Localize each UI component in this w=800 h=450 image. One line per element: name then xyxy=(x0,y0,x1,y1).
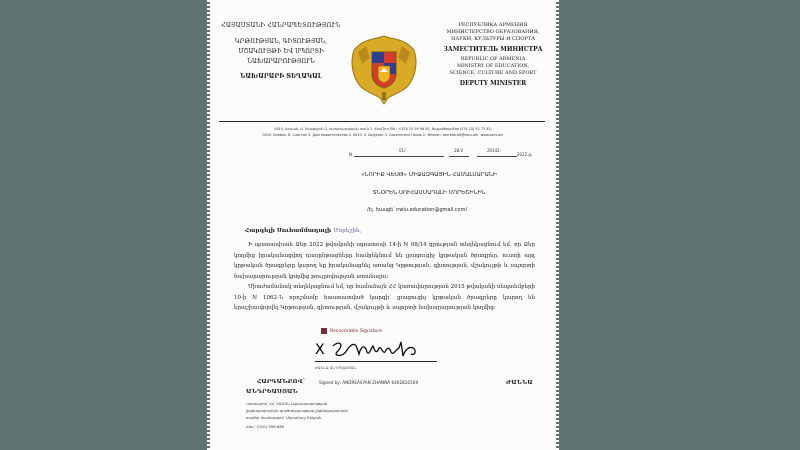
signature-x-mark: X xyxy=(315,342,325,358)
ministry-name xyxy=(215,37,347,67)
ref-prefix: N xyxy=(349,152,352,157)
recipient-email: /էլ. հասցե՝ nwiu.education@gmail.com/ xyxy=(367,207,468,213)
date-underline xyxy=(449,156,469,157)
recipient-name: ՏՆՕՐԵՆ ՍՈՒՀԱՄՄԱԴԱԼԻ ՄՈՐԵՇԻՆԻՆ xyxy=(372,190,486,196)
signed-by: Signed by: ANDREASYAN ZHANNA 6402810169 xyxy=(319,380,419,385)
signature-label-text: Recoverable Signature xyxy=(330,328,383,334)
ru-position: ЗАМЕСТИТЕЛЬ МИНИСТРА xyxy=(443,46,543,53)
executor-line: բաժնի մասնագետ՝ Սիրանուշ Բեկյան xyxy=(246,415,322,420)
ru-line: МИНИСТЕРСТВО ОБРАЗОВАНИЯ, xyxy=(446,29,540,35)
address-line: 0010, Ереван, В. Саргсян 3, Дом правительства 2, 0010, V. Sargsyan 3, Government House 2, Yerevan, secretariat@escs.am, www.escs.am xyxy=(262,133,504,137)
body-paragraph: Միաժամանակ տեղեկացնում եմ, որ համաձայն ՀՀ կառավարության 2015 թվականի սեպտեմբերի 10-ի N 1062-Ն որոշմամբ հաստատված կարգի՝ լրացուցիչ կրթական ծրագրերը կարող են երաշխավորվել Կրթության, գիտության, մշակույթի և սպորտի նախարարության կողմից: xyxy=(234,284,535,311)
greeting xyxy=(245,228,361,234)
header-divider xyxy=(219,121,545,122)
letter-page xyxy=(209,0,557,450)
greeting-prefix: Հարգելի Սուհամմադալի xyxy=(245,228,332,234)
signature-printed-name: ԺԱՆՆԱ ԱՆԴՐԵԱՍՅԱՆ xyxy=(315,366,357,370)
signer-first-name: ԺԱՆՆԱ xyxy=(506,380,533,386)
ref-number: 01/ xyxy=(399,148,406,153)
digital-signature xyxy=(315,328,435,378)
header-armenian xyxy=(215,22,347,80)
coat-of-arms-emblem xyxy=(344,28,424,108)
ref-year: 2022 թ. xyxy=(517,152,533,157)
reg-underline xyxy=(477,156,517,157)
ministry-line: ՄՇԱԿՈՒՅԹԻ ԵՎ ՍՊՈՐՏԻ xyxy=(238,48,324,55)
signature-line xyxy=(315,361,437,362)
ref-underline xyxy=(354,156,444,157)
signature-label xyxy=(321,328,382,334)
ru-line: РЕСПУБЛИКА АРМЕНИЯ xyxy=(458,22,528,28)
page-edge-left xyxy=(207,0,210,450)
position-title: ՆԱԽԱՐԱՐԻ ՏԵՂԱԿԱԼ xyxy=(239,73,323,80)
handwritten-signature xyxy=(329,338,434,362)
recipient-org: «ՆՈՐԻՔ ՎԵՍԹ» ՄԻՋԱԶԳԱՅԻՆ ՀԱՄԱԼՍԱՐԱՆԻ xyxy=(361,172,497,178)
en-line: MINISTRY OF EDUCATION, xyxy=(457,63,529,69)
ministry-line: ԿՐԹՈՒԹՅԱՆ, ԳԻՏՈՒԹՅԱՆ, xyxy=(234,38,328,45)
country-name: ՀԱՅԱՍՏԱՆԻ ՀԱՆՐԱՊԵՏՈՒԹՅՈՒՆ xyxy=(221,22,341,29)
address-block xyxy=(221,126,545,138)
executor-line: լիցենզավորման գործակալության լիցենզավորման xyxy=(246,408,348,413)
executor-phone: Հեռ.՝ (010) 599-680 xyxy=(246,424,285,429)
en-line: SCIENCE, CULTURE AND SPORT xyxy=(449,70,537,76)
ref-day: 28.V xyxy=(454,148,464,153)
executor-line: Կատարող՝ ՀՀ ԿԳՄՍՆ նախարարության xyxy=(246,401,328,406)
letter-body xyxy=(234,240,535,314)
executor-info xyxy=(246,400,348,421)
en-position: DEPUTY MINISTER xyxy=(459,80,527,87)
header-russian-english xyxy=(434,22,552,90)
signature-icon xyxy=(321,328,327,334)
reference-line xyxy=(349,150,549,160)
ministry-line: ՆԱԽԱՐԱՐՈՒԹՅՈՒՆ xyxy=(247,58,315,65)
greeting-name: Մորեշին, xyxy=(333,228,362,234)
en-line: REPUBLIC OF ARMENIA xyxy=(460,56,526,62)
body-paragraph: Ի պատասխան Ձեր 2022 թվականի օգոստոսի 14-ի N 08/14 գրության տեղեկացնում եմ, որ Ձեր կողմից իրականացվող դասընթացները համընկնում են լրացուցիչ կրթական ծրագրեր, ուստի այդ կրթական ծրագրերը կարող եք իրականացնել առանց Կրթության, գիտության, մշակույթի և սպորտի նախարարության կողմից թույլտվության ստանալու: xyxy=(234,242,535,280)
ru-line: НАУКИ, КУЛЬТУРЫ И СПОРТА xyxy=(451,36,535,42)
closing-role: ՀԱՐԳԱՆՔՈՎ՝ xyxy=(257,379,305,385)
signer-last-name: ԱՆԴՐԵԱՍՅԱՆ xyxy=(246,389,298,395)
page-edge-right xyxy=(556,0,559,450)
address-line: 0010, Երևան, Վ. Սարգսյան 3, Կառավարական տուն 2, Հեռ/Тел./Tel.: +374 10 59 96 00, Ֆաքս/Факс/Fax (374 10) 52 73 43, xyxy=(274,127,492,131)
ref-reg: 20142- xyxy=(487,148,502,153)
